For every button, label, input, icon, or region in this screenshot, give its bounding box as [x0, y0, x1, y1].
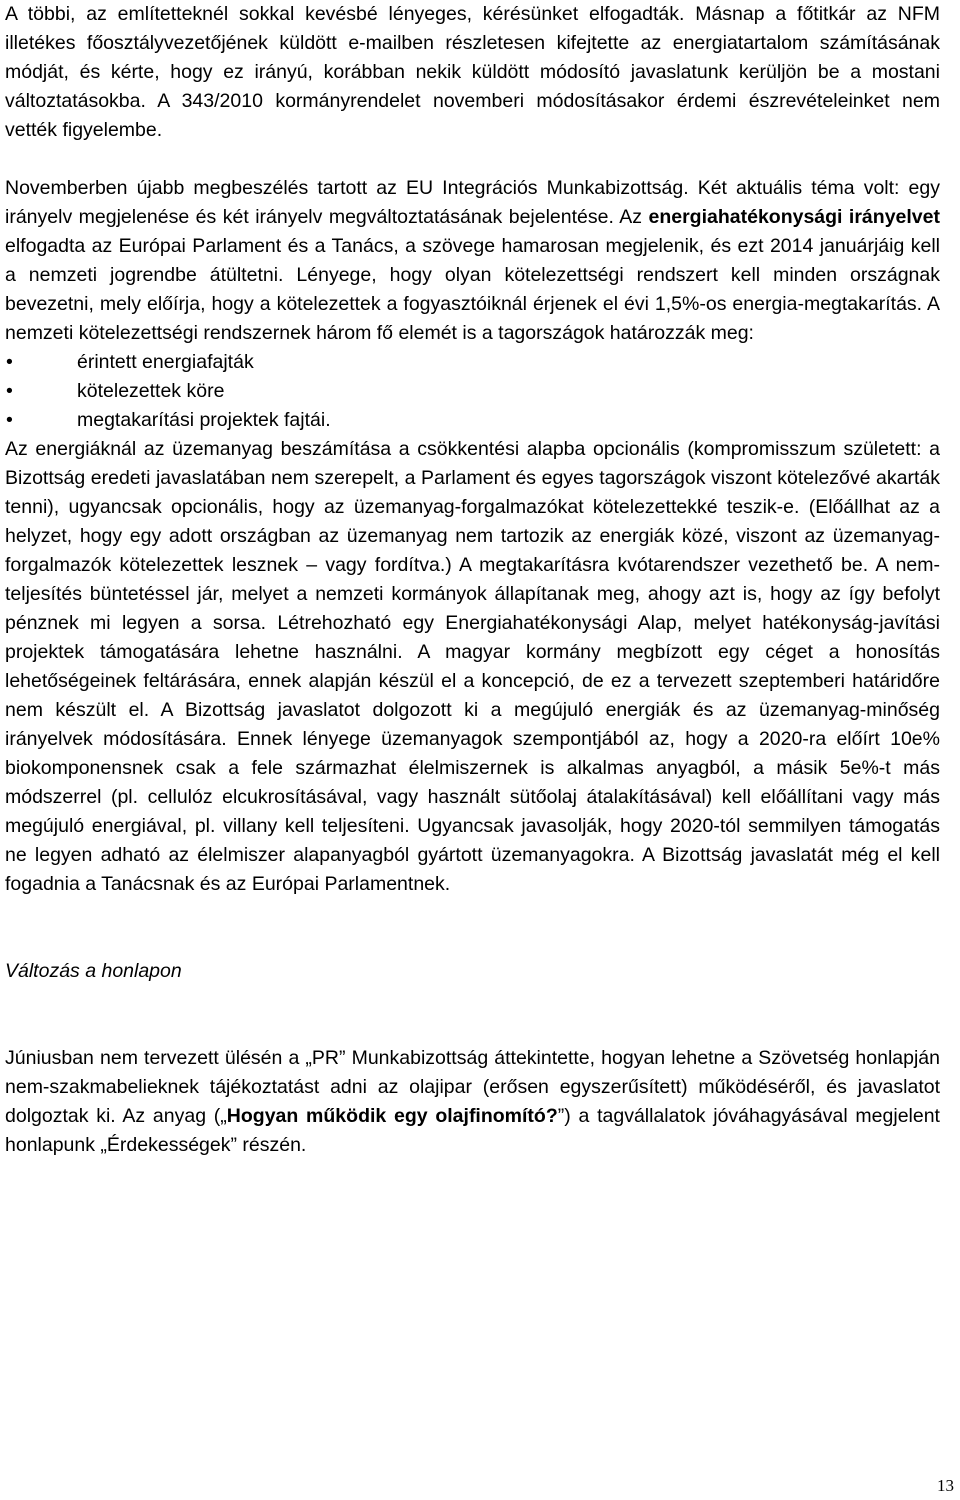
section-heading: Változás a honlapon [5, 960, 182, 982]
paragraph-text: Júniusban nem tervezett ülésén a „PR” Munkabizottság áttekintette, hogyan lehetne a Szövetség honlapján nem-szakmabelieknek tájékoztatást adni az olajipar (erősen egyszerűsített) működéséről, és javaslatot dolgoztak ki. Az anyag („ [5, 1047, 940, 1127]
paragraph-gap [5, 986, 940, 1015]
paragraph-intro: A többi, az említetteknél sokkal kevésbé lényeges, kérésünket elfogadták. Másnap a főtitkár az NFM illetékes főosztályvezetőjének küldött e-mailben részletesen kifejtette az energiatartalom számításának módját, és kérte, hogy ez irányú, korábban nekik küldött módosító javaslatunk kerüljön be a mostani változtatásokba. A 343/2010 kormányrendelet novemberi módosításakor érdemi észrevételeinket nem vették figyelembe. [5, 3, 940, 141]
list-item-label: megtakarítási projektek fajtái. [77, 409, 331, 431]
list-item-label: érintett energiafajták [77, 351, 254, 373]
list-item-label: kötelezettek köre [77, 380, 225, 402]
document-page [5, 0, 940, 1160]
bullet-list [5, 348, 940, 435]
page-number: 13 [937, 1476, 954, 1495]
bullet-icon: • [6, 351, 13, 373]
paragraph-energy-fuel: Az energiáknál az üzemanyag beszámítása a csökkentési alapba opcionális (kompromisszum született: a Bizottság eredeti javaslatában nem szerepelt, a Parlament és egyes tagországok viszont kötelezővé akarták tenni), ugyancsak opcionális, hogy az üzemanyag-forgalmazókat kötelezettekké teszik-e. (Előállhat az a helyzet, hogy egy adott országban az üzemanyag nem tartozik az energiák közé, viszont az üzemanyag-forgalmazók kötelezettek lesznek – vagy fordítva.) A megtakarításra kvótarendszer vezethető be. A nem-teljesítés büntetéssel jár, melyet a nemzeti kormányok állapítanak meg, ahogy azt is, hogy az így befolyt pénznek mi legyen a sorsa. Létrehozható egy Energiahatékonysági Alap, melyet hatékonyság-javítási projektek támogatására lehetne használni. A magyar kormány megbízott egy céget a honosítás lehetőségeinek feltárására, ennek alapján készül el a koncepció, de ez a tervezett szeptemberi határidőre nem készült el. A Bizottság javaslatot dolgozott ki a megújuló energiák és az üzemanyag-minőség irányelvek módosítására. Ennek lényege üzemanyagok szempontjából az, hogy a 2020-ra előírt 10e% biokomponensnek csak a fele származhat élelmiszernek is alkalmas anyagból, a másik 5e%-t más módszerrel (pl. cellulóz elcukrosításával, vagy használt sütőolaj átalakításával) kell előállítani vagy más megújuló energiával, pl. villany kell teljesíteni. Ugyancsak javasolják, hogy 2020-tól semmilyen támogatás ne legyen adható az élelmiszer alapanyagból gyártott üzemanyagokra. A Bizottság javaslatát még el kell fogadnia a Tanácsnak és az Európai Parlamentnek. [5, 438, 940, 895]
paragraph-text: ”) a tagvállalatok jóváhagyásával megjelent honlapunk „Érdekességek” részén. [5, 1105, 940, 1156]
paragraph-website [5, 1044, 940, 1160]
paragraph-gap [5, 145, 940, 174]
paragraph-gap [5, 1015, 940, 1044]
paragraph-text: Novemberben újabb megbeszélés tartott az EU Integrációs Munkabizottság. Két aktuális téma volt: egy irányelv megjelenése és két irányelv megváltoztatásának bejelentése. Az [5, 177, 940, 228]
paragraph-text: elfogadta az Európai Parlament és a Tanács, a szövege hamarosan megjelenik, és ezt 2014 januárjáig kell a nemzeti jogrendbe átültetni. Lényege, hogy olyan kötelezettségi rendszert kell minden országnak bevezetni, mely előírja, hogy a kötelezettek a fogyasztóiknál érjenek el évi 1,5%-os energia-megtakarítás. A nemzeti kötelezettségi rendszernek három fő elemét is a tagországok határozzák meg: [5, 235, 940, 344]
list-item [5, 348, 940, 377]
list-item [5, 377, 940, 406]
paragraph-eu-integration [5, 174, 940, 348]
bold-title-refinery: Hogyan működik egy olajfinomító? [226, 1105, 558, 1127]
bold-term-directive: energiahatékonysági irányelvet [648, 206, 940, 228]
bullet-icon: • [6, 380, 13, 402]
list-item [5, 406, 940, 435]
paragraph-gap [5, 928, 940, 957]
bullet-icon: • [6, 409, 13, 431]
paragraph-gap [5, 899, 940, 928]
